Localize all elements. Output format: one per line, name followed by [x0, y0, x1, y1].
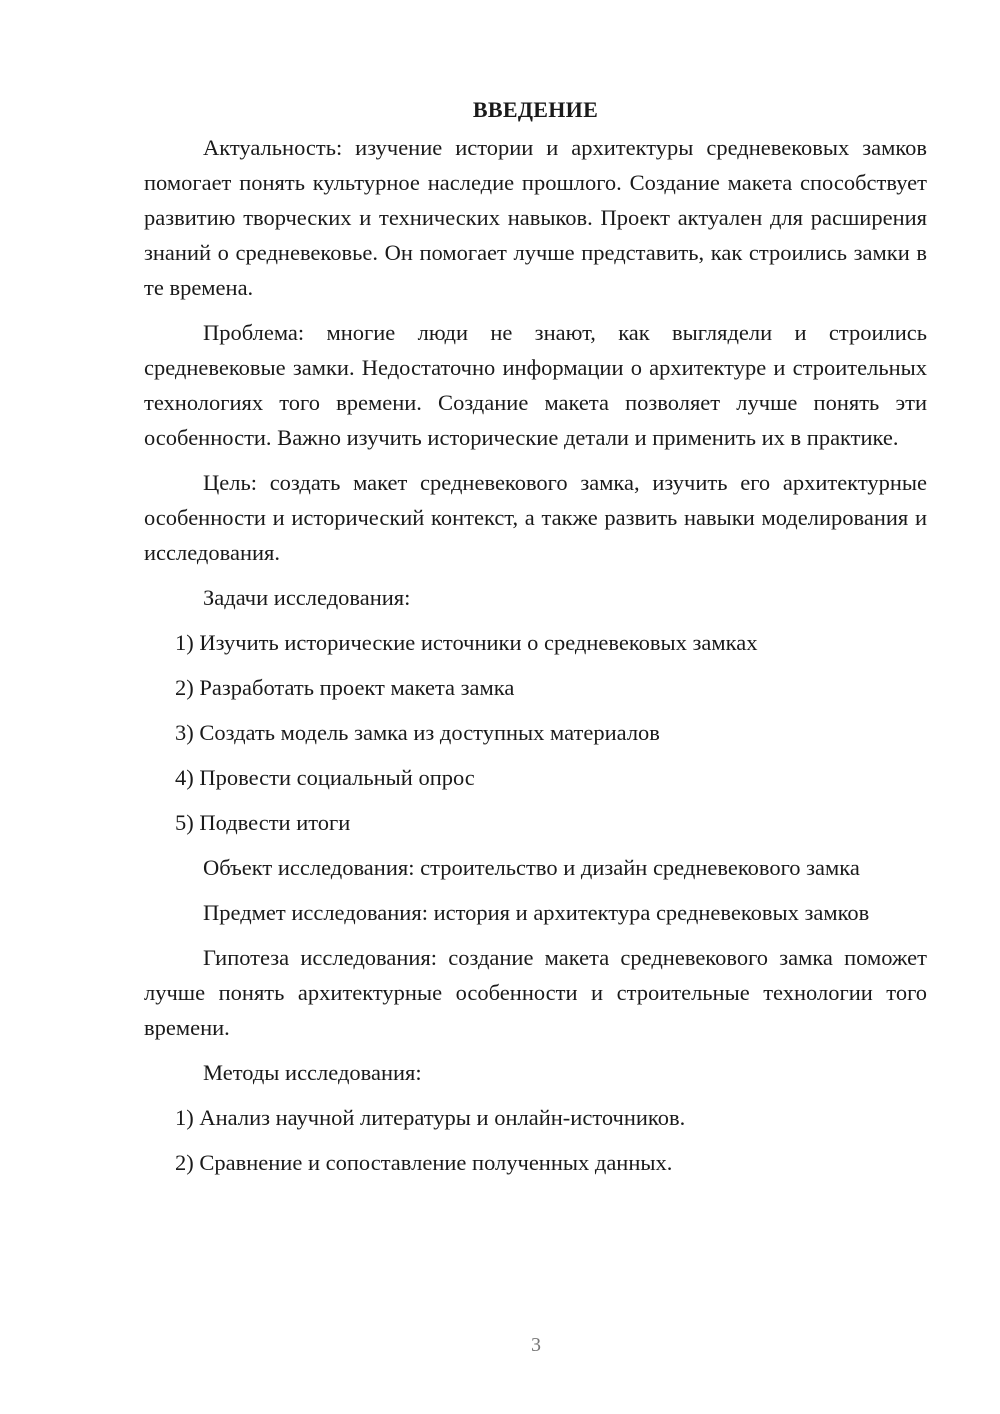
task-item: 5) Подвести итоги: [175, 810, 351, 835]
problem-paragraph: Проблема: многие люди не знают, как выглядели и строились средневековые замки. Недостаточно информации о архитектуре и строительных технологиях того времени. Создание макета позволяет лучше понять эти особенности. Важно изучить исторические детали и применить их в практике.: [144, 320, 927, 450]
methods-heading: Методы исследования:: [203, 1060, 422, 1085]
task-item: 2) Разработать проект макета замка: [175, 675, 515, 700]
method-item: 2) Сравнение и сопоставление полученных данных.: [175, 1150, 673, 1175]
task-item: 4) Провести социальный опрос: [175, 765, 475, 790]
object-paragraph: Объект исследования: строительство и дизайн средневекового замка: [203, 855, 860, 880]
section-title: ВВЕДЕНИЕ: [472, 97, 599, 122]
tasks-heading: Задачи исследования:: [203, 585, 411, 610]
hypothesis-paragraph: Гипотеза исследования: создание макета средневекового замка поможет лучше понять архитектурные особенности и строительные технологии того времени.: [144, 945, 927, 1040]
subject-paragraph: Предмет исследования: история и архитектура средневековых замков: [203, 900, 870, 925]
goal-paragraph: Цель: создать макет средневекового замка, изучить его архитектурные особенности и исторический контекст, а также развить навыки моделирования и исследования.: [144, 470, 927, 565]
relevance-paragraph: Актуальность: изучение истории и архитектуры средневековых замков помогает понять культурное наследие прошлого. Создание макета способствует развитию творческих и технических навыков. Проект актуален для расширения знаний о средневековье. Он помогает лучше представить, как строились замки в те времена.: [144, 135, 927, 300]
page-number: 3: [531, 1334, 541, 1356]
task-item: 1) Изучить исторические источники о средневековых замках: [175, 630, 758, 655]
tasks-list: [144, 625, 927, 840]
method-item: 1) Анализ научной литературы и онлайн-источников.: [175, 1105, 686, 1130]
page-content: [144, 92, 927, 1190]
methods-list: [144, 1100, 927, 1180]
task-item: 3) Создать модель замка из доступных материалов: [175, 720, 660, 745]
